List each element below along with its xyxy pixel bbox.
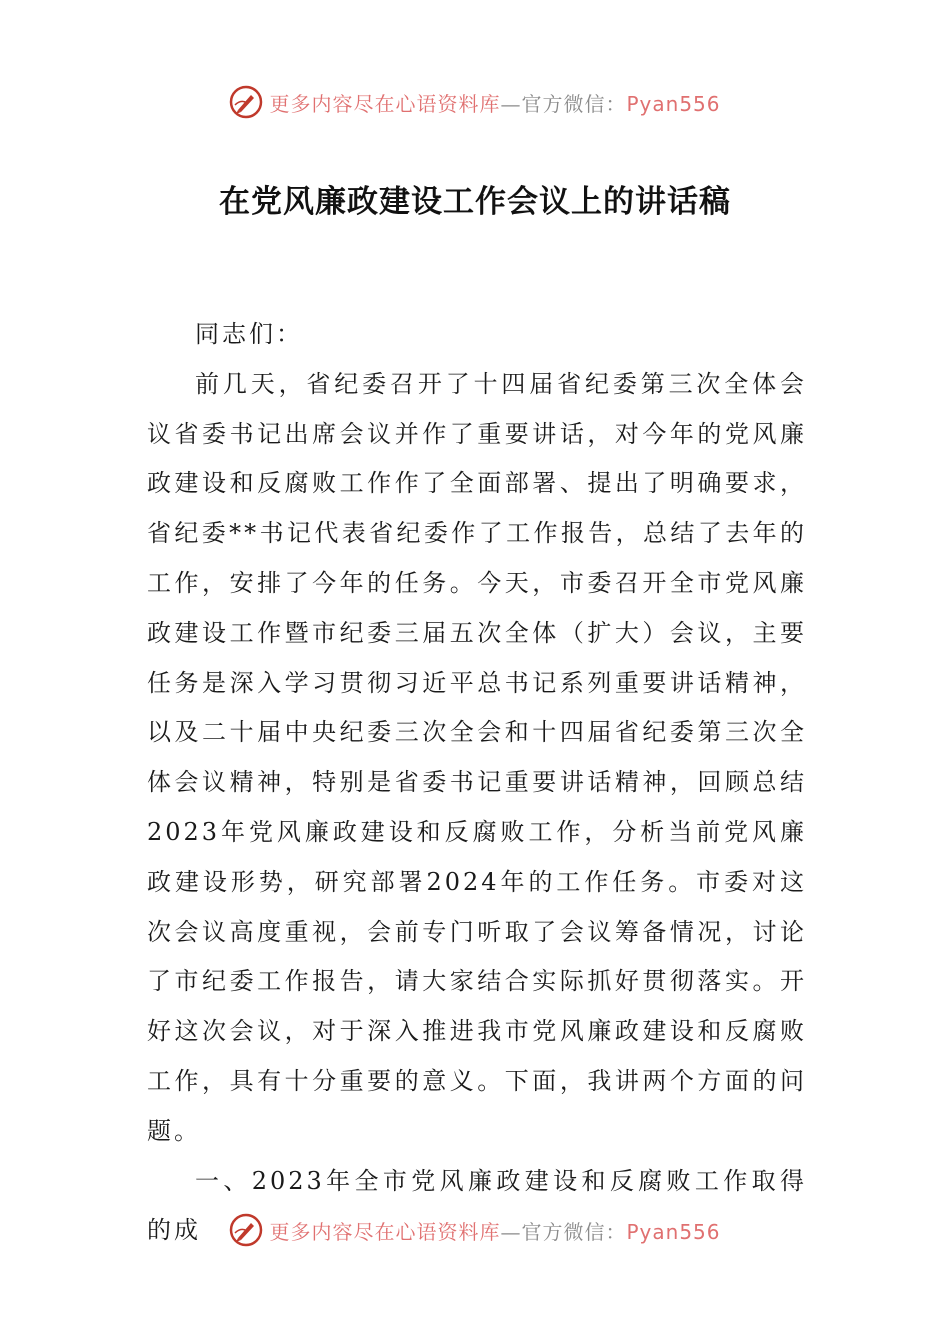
watermark-dash: — <box>500 91 522 116</box>
watermark-dash: — <box>500 1219 522 1244</box>
document-body <box>147 310 807 1256</box>
watermark-main-text: 更多内容尽在心语资料库 <box>269 91 501 116</box>
paragraph-section-one-heading: 一、2023年全市党风廉政建设和反腐败工作取得的成 <box>147 1166 807 1245</box>
watermark-official-label: 官方微信： <box>521 1219 627 1244</box>
document-title: 在党风廉政建设工作会议上的讲话稿 <box>219 184 731 220</box>
greeting: 同志们： <box>195 320 303 348</box>
watermark-wechat-id: Pyan556 <box>626 1219 721 1244</box>
watermark-text <box>269 88 720 117</box>
pen-logo-icon <box>229 1213 263 1247</box>
watermark-text <box>269 1216 720 1245</box>
footer-watermark <box>0 1210 950 1250</box>
pen-logo-icon <box>229 85 263 119</box>
paragraph-intro: 前几天，省纪委召开了十四届省纪委第三次全体会议省委书记出席会议并作了重要讲话，对今年的党风廉政建设和反腐败工作作了全面部署、提出了明确要求，省纪委**书记代表省纪委作了工作报告，总结了去年的工作，安排了今年的任务。今天，市委召开全市党风廉政建设工作暨市纪委三届五次全体（扩大）会议，主要任务是深入学习贯彻习近平总书记系列重要讲话精神，以及二十届中央纪委三次全会和十四届省纪委第三次全体会议精神，特别是省委书记重要讲话精神，回顾总结2023年党风廉政建设和反腐败工作，分析当前党风廉政建设形势，研究部署2024年的工作任务。市委对这次会议高度重视，会前专门听取了会议筹备情况，讨论了市纪委工作报告，请大家结合实际抓好贯彻落实。开好这次会议，对于深入推进我市党风廉政建设和反腐败工作，具有十分重要的意义。下面，我讲两个方面的问题。 <box>147 369 807 1145</box>
watermark-main-text: 更多内容尽在心语资料库 <box>269 1219 501 1244</box>
watermark-official-label: 官方微信： <box>521 91 627 116</box>
header-watermark <box>0 82 950 122</box>
watermark-wechat-id: Pyan556 <box>626 91 721 116</box>
